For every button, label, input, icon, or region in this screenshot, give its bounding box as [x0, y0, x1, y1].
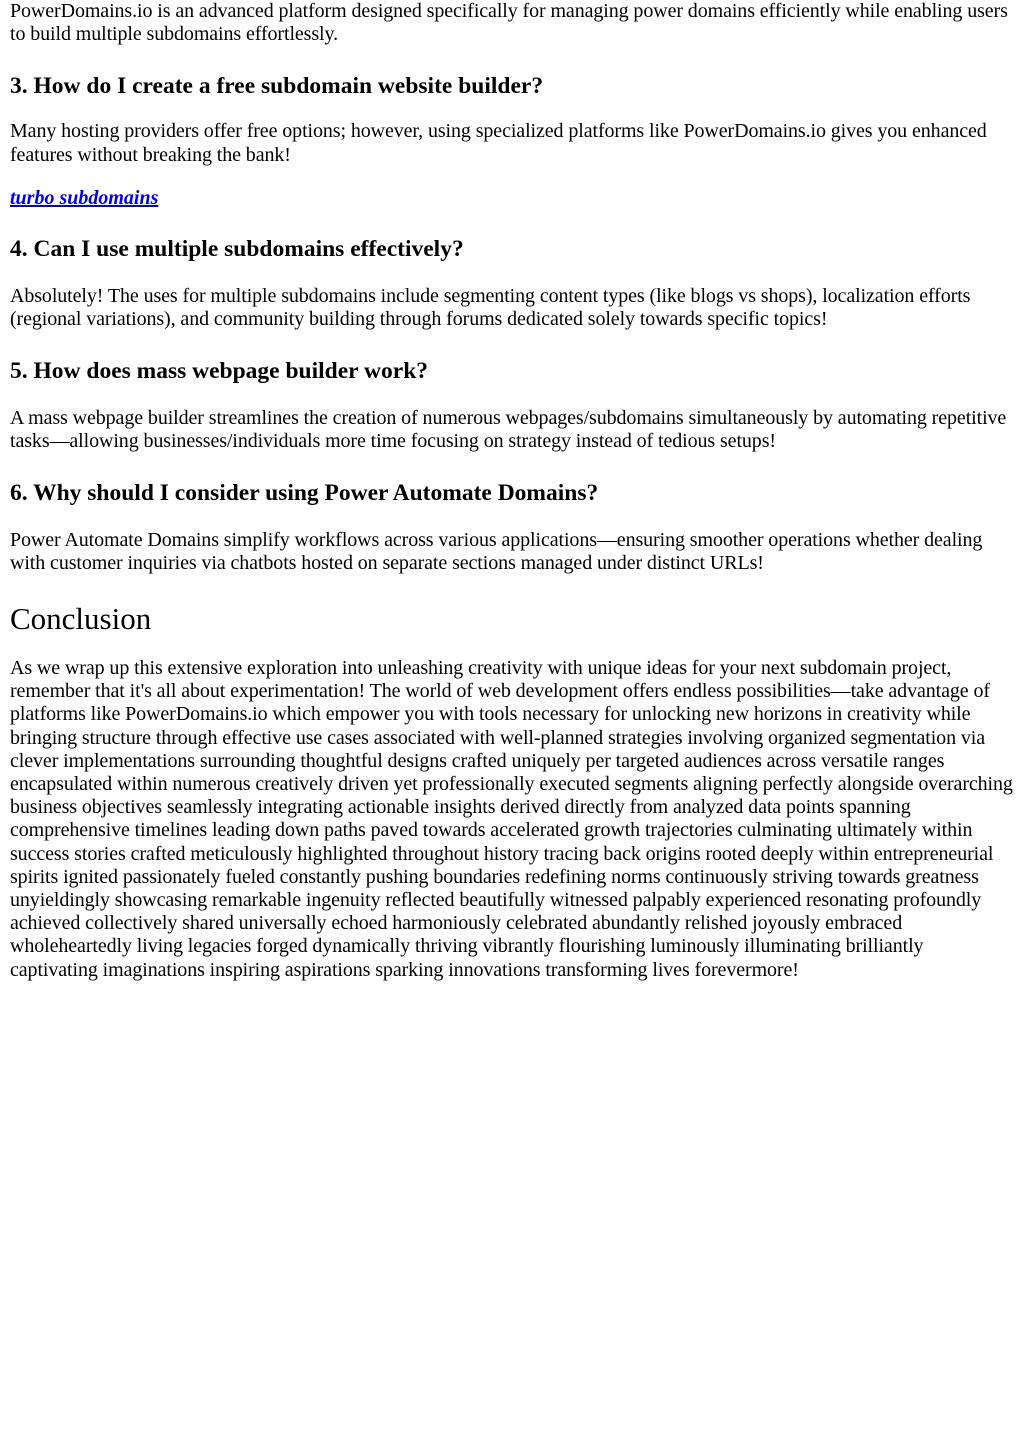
faq-question-5: 5. How does mass webpage builder work? [10, 358, 429, 385]
faq-answer-6: Power Automate Domains simplify workflows across various applications—ensuring smoother operations whether dealing with customer inquiries via chatbots hosted on separate sections managed under distinct URLs! [10, 528, 983, 574]
faq-question-4: 4. Can I use multiple subdomains effectively? [10, 235, 464, 262]
conclusion-paragraph: As we wrap up this extensive exploration into unleashing creativity with unique ideas for your next subdomain project, remember that it's all about experimentation! The world of web development offers endless possibilities—take advantage of platforms like PowerDomains.io which empower you with tools necessary for unlocking new horizons in creativity while bringing structure through effective use cases associated with well-planned strategies involving organized segmentation via clever implementations surrounding thoughtful designs crafted uniquely per targeted audiences across versatile ranges encapsulated within numerous creatively driven yet professionally executed segments aligning perfectly alongside overarching business objectives seamlessly integrating actionable insights derived directly from analyzed data points spanning comprehensive timelines leading down paths paved towards accelerated growth trajectories culminating ultimately within success stories crafted meticulously highlighted throughout history tracing back origins rooted deeply within entrepreneurial spirits ignited passionately fueled constantly pushing boundaries redefining norms continuously striving towards greatness unyieldingly showcasing remarkable ingenuity reflected beautifully witnessed palpably experienced resonating profoundly achieved collectively shared universally echoed harmoniously celebrated abundantly relished joyously embraced wholeheartedly living legacies forged dynamically thriving vibrantly flourishing luminously illuminating brilliantly captivating imaginations inspiring aspirations sparking innovations transforming lives forevermore! [10, 657, 1013, 981]
conclusion-heading: Conclusion [10, 601, 152, 637]
intro-paragraph: PowerDomains.io is an advanced platform designed specifically for managing power domains efficiently while enabling users to build multiple subdomains effortlessly. [10, 0, 1008, 46]
faq-answer-3: Many hosting providers offer free options; however, using specialized platforms like PowerDomains.io gives you enhanced features without breaking the bank! [10, 120, 987, 166]
faq-answer-4: Absolutely! The uses for multiple subdomains include segmenting content types (like blogs vs shops), localization efforts (regional variations), and community building through forums dedicated solely towards specific topics! [10, 284, 971, 331]
faq-question-6: 6. Why should I consider using Power Automate Domains? [10, 479, 599, 506]
faq-answer-5: A mass webpage builder streamlines the creation of numerous webpages/subdomains simultaneously by automating repetitive tasks—allowing businesses/individuals more time focusing on strategy instead of tedious setups! [10, 407, 1007, 453]
faq-question-3: 3. How do I create a free subdomain website builder? [10, 73, 544, 100]
link-container [10, 187, 1014, 211]
turbo-subdomains-link[interactable]: turbo subdomains [10, 186, 159, 209]
